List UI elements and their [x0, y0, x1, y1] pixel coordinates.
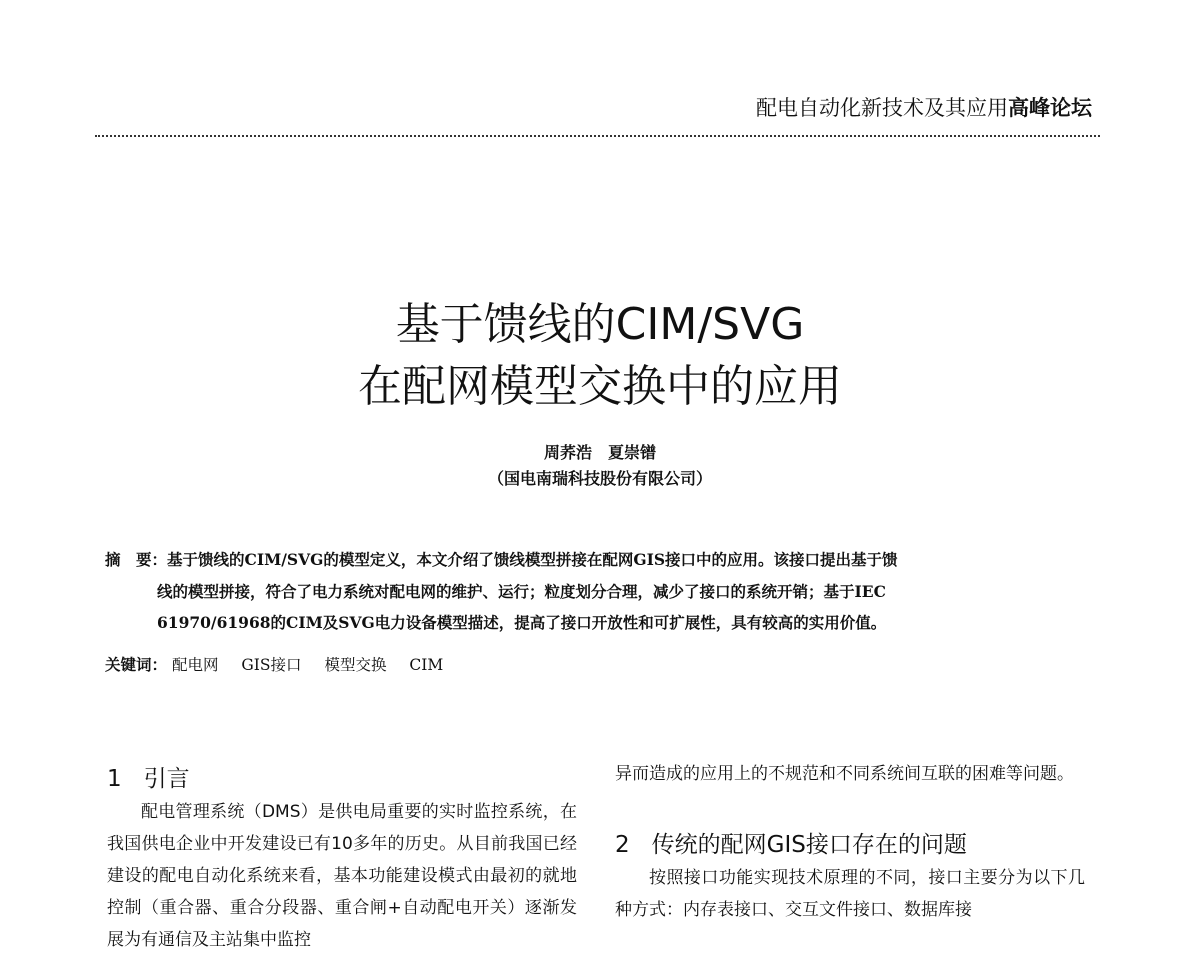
abstract-label: 摘 要： [105, 551, 168, 569]
paper-title [0, 294, 1200, 418]
header-text: 配电自动化新技术及其应用 [756, 96, 1008, 120]
title-line-1: 基于馈线的CIM/SVG [395, 299, 805, 350]
left-column [107, 762, 577, 956]
header-divider [95, 135, 1100, 137]
abstract-line-3: 61970/61968的CIM及SVG电力设备模型描述，提高了接口开放性和可扩展性，具有较高的实用价值。 [157, 613, 887, 632]
keyword-item: 配电网 [171, 656, 219, 674]
header-bold-text: 高峰论坛 [1008, 96, 1092, 120]
section-2-paragraph: 按照接口功能实现技术原理的不同，接口主要分为以下几种方式：内存表接口、交互文件接口、数据库接 [615, 868, 1085, 920]
keyword-item: GIS接口 [241, 656, 302, 674]
section-2-heading [615, 828, 1085, 862]
abstract-line-1 [105, 544, 1095, 576]
running-header [756, 92, 1092, 122]
author-block [0, 440, 1200, 492]
keywords [105, 652, 461, 678]
author-names: 周荞浩 夏崇镨 [543, 443, 656, 462]
abstract-text-1: 基于馈线的CIM/SVG的模型定义，本文介绍了馈线模型拼接在配网GIS接口中的应用。该接口提出基于馈 [167, 550, 898, 569]
section-1-heading [107, 762, 577, 796]
continued-paragraph: 异而造成的应用上的不规范和不同系统间互联的困难等问题。 [615, 764, 1074, 784]
abstract [105, 544, 1095, 638]
right-column [615, 758, 1085, 926]
section-2-number: 2 [615, 832, 630, 858]
section-2-title: 传统的配网GIS接口存在的问题 [651, 832, 967, 858]
keywords-label: 关键词： [105, 656, 168, 674]
section-1-paragraph: 配电管理系统（DMS）是供电局重要的实时监控系统，在我国供电企业中开发建设已有10多年的历史。从目前我国已经建设的配电自动化系统来看，基本功能建设模式由最初的就地控制（重合器、重合分段器、重合闸+自动配电开关）逐渐发展为有通信及主站集中监控 [107, 802, 577, 950]
section-1-number: 1 [107, 766, 122, 792]
author-affiliation: （国电南瑞科技股份有限公司） [487, 469, 712, 488]
keyword-item: CIM [409, 656, 444, 674]
abstract-line-2: 线的模型拼接，符合了电力系统对配电网的维护、运行；粒度划分合理，减少了接口的系统开销；基于IEC [157, 582, 886, 601]
section-1-title: 引言 [143, 766, 190, 792]
title-line-2: 在配网模型交换中的应用 [358, 361, 842, 412]
keyword-item: 模型交换 [324, 656, 387, 674]
